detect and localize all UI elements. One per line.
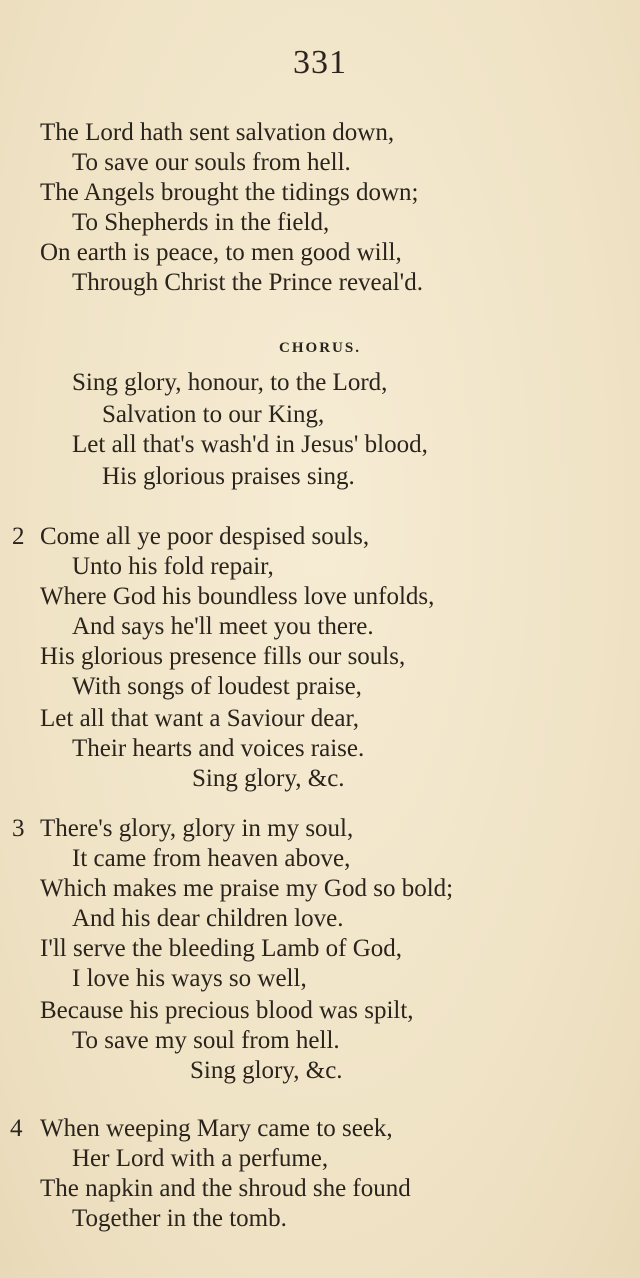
verse-2-line-4: And says he'll meet you there. xyxy=(72,613,374,640)
chorus-line-4: His glorious praises sing. xyxy=(102,463,355,490)
verse-3-line-6: I love his ways so well, xyxy=(72,965,307,992)
page-number: 331 xyxy=(293,44,347,81)
verse-4-line-4: Together in the tomb. xyxy=(72,1205,287,1232)
verse-1-line-5: On earth is peace, to men good will, xyxy=(40,239,402,266)
verse-4-line-2: Her Lord with a perfume, xyxy=(72,1145,329,1172)
verse-2-line-8: Their hearts and voices raise. xyxy=(72,735,365,762)
verse-2-line-1: Come all ye poor despised souls, xyxy=(40,523,370,550)
chorus-line-2: Salvation to our King, xyxy=(102,401,325,428)
verse-4-line-1: When weeping Mary came to seek, xyxy=(40,1115,393,1142)
verse-2-line-5: His glorious presence fills our souls, xyxy=(40,643,406,670)
verse-3-line-1: There's glory, glory in my soul, xyxy=(40,815,354,842)
verse-1-line-2: To save our souls from hell. xyxy=(72,149,351,176)
chorus-heading: CHORUS. xyxy=(279,340,361,356)
verse-2-line-6: With songs of loudest praise, xyxy=(72,673,362,700)
verse-4-line-3: The napkin and the shroud she found xyxy=(40,1175,411,1202)
verse-3-line-3: Which makes me praise my God so bold; xyxy=(40,875,454,902)
verse-3-line-2: It came from heaven above, xyxy=(72,845,351,872)
verse-3-line-4: And his dear children love. xyxy=(72,905,344,932)
verse-2-line-2: Unto his fold repair, xyxy=(72,553,274,580)
verse-3-line-7: Because his precious blood was spilt, xyxy=(40,997,414,1024)
verse-2-line-7: Let all that want a Saviour dear, xyxy=(40,705,360,732)
verse-1-line-1: The Lord hath sent salvation down, xyxy=(40,119,395,146)
verse-3-line-8: To save my soul from hell. xyxy=(72,1027,340,1054)
verse-2-refrain: Sing glory, &c. xyxy=(192,765,345,792)
verse-3-line-5: I'll serve the bleeding Lamb of God, xyxy=(40,935,403,962)
verse-2-line-3: Where God his boundless love unfolds, xyxy=(40,583,435,610)
verse-3-number: 3 xyxy=(12,815,25,842)
verse-1-line-3: The Angels brought the tidings down; xyxy=(40,179,419,206)
verse-2-number: 2 xyxy=(12,523,25,550)
chorus-line-1: Sing glory, honour, to the Lord, xyxy=(72,369,388,396)
verse-4-number: 4 xyxy=(10,1115,23,1142)
verse-1-line-6: Through Christ the Prince reveal'd. xyxy=(72,269,423,296)
verse-3-refrain: Sing glory, &c. xyxy=(190,1057,343,1084)
chorus-line-3: Let all that's wash'd in Jesus' blood, xyxy=(72,431,428,458)
verse-1-line-4: To Shepherds in the field, xyxy=(72,209,330,236)
